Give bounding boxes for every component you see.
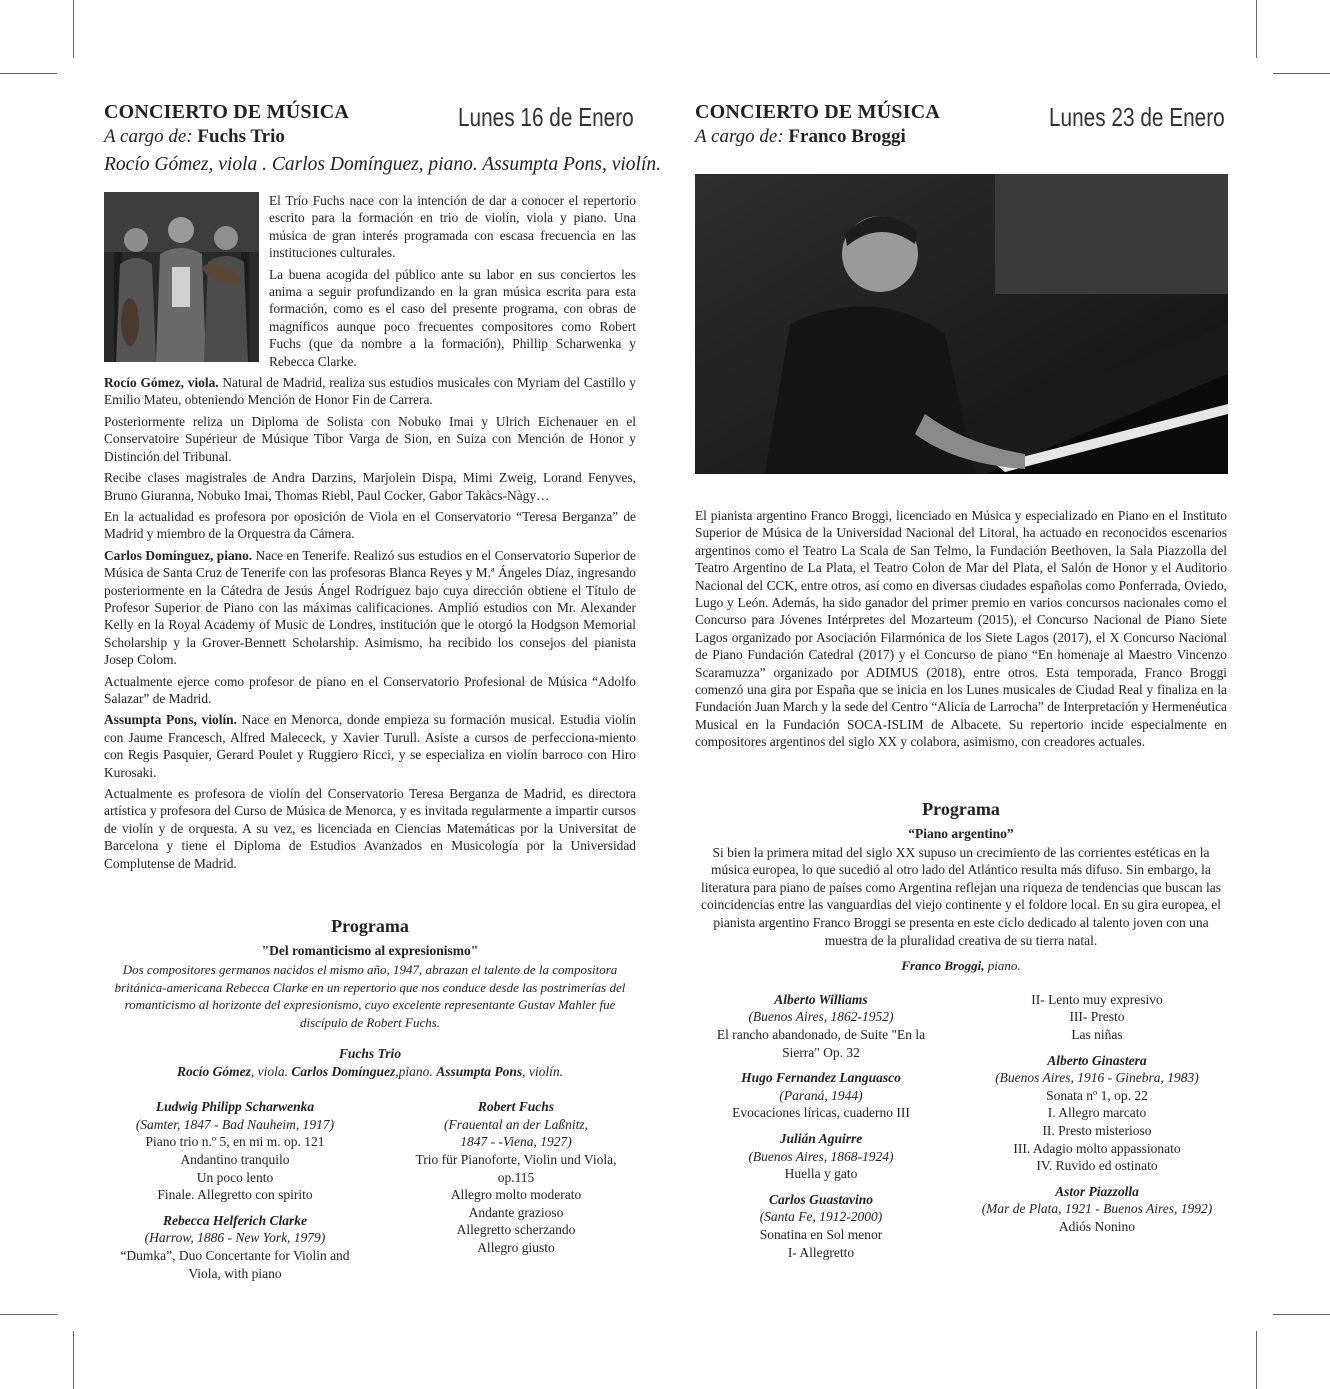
- program-description: Si bien la primera mitad del siglo XX supuso un crecimiento de las corrientes estéticas en la música europea, lo que sucedió al otro lado del Atlántico resulta más difuso. Sin embargo, la literatura para piano de países como Argentina reflejan una riqueza de tendencias que buscan las coincidencias entre las vanguardias del viejo continente y el foldore local. En su gira europea, el pianista argentino Franco Broggi se presenta en este ciclo dedicado al talento joven con una muestra de la pluralidad creativa de su tierra natal.: [700, 844, 1222, 948]
- by-prefix: A cargo de:: [695, 126, 784, 147]
- piece-block: Astor Piazzolla (Mar de Plata, 1921 - Buenos Aires, 1992) Adiós Nonino: [981, 1183, 1213, 1234]
- piece-block: Hugo Fernandez Languasco (Paraná, 1944) Evocaciones líricas, cuaderno III: [732, 1070, 910, 1121]
- intro-paragraph: El Trío Fuchs nace con la intención de dar a conocer el repertorio escrito para la formación en trio de violín, viola y piano. Una música de gran interés programada con escasa frecuencia en las instituciones culturales.: [269, 193, 636, 261]
- performer-credit: Franco Broggi, piano.: [901, 958, 1021, 974]
- bio-name: Rocío Gómez, viola.: [104, 375, 219, 391]
- bio-paragraph: El pianista argentino Franco Broggi, licenciado en Música y especializado en Piano en el Instituto Superior de Música de la Universidad Nacional del Litoral, ha actuado en reconocidos escenarios argentinos como el Teatro La Scala de San Telmo, la Fundación Beethoven, la Sala Piazzolla del Teatro Argentino de La Plata, el Teatro Colon de Mar del Plata, el Salón de Honor y el Auditorio Nacional del CCK, entre otros, así como en diversas ciudades españolas como Ponferrada, Oviedo, Lugo y León. Además, ha sido ganador del primer premio en varios concursos nacionales como el Concurso para Jóvenes Intérpretes del Mozarteum (2015), el Concurso Nacional de Piano Siete Lagos organizado por Asociación Filarmónica de los Siete Lagos (2017), el X Concurso Nacional de Piano Fundación Catedral (2017) y el Concurso de piano “En homenaje al Maestro Vincenzo Scaramuzza” organizado por ADIMUS (2018), entre otros. Esta temporada, Franco Broggi comenzó una gira por España que se inicia en los Lunes musicales de Ciudad Real y finaliza en la Fundación Juan March y la sede del Centro “Alicia de Larrocha” de Interpretación y Hermenéutica Musical en la Fundación SOCA-ISLIM de Albacete. Su repertorio incide especialmente en compositores argentinos del siglo XX y colabora, asimismo, con creadores actuales.: [695, 508, 1227, 750]
- crop-mark: [0, 73, 57, 74]
- bio-name: Carlos Domínguez, piano.: [104, 547, 253, 563]
- ensemble-members: Rocío Gómez, viola. Carlos Domínguez,piano. Assumpta Pons, violín.: [177, 1063, 563, 1079]
- performers-line: Rocío Gómez, viola . Carlos Domínguez, piano. Assumpta Pons, violín.: [104, 154, 661, 175]
- piece-block: Alberto Williams (Buenos Aires, 1862-1952) El rancho abandonado, de Suite "En la Sierra" Op. 32: [716, 991, 926, 1060]
- program-columns: [695, 991, 1227, 1269]
- intro-paragraph: La buena acogida del público ante su labor en sus conciertos les anima a seguir profundizando en la gran música escrita para esta formación, como es el caso del presente programa, con obras de magníficos aunque poco frecuentes compositores como Robert Fuchs (que da nombre a la formación), Phillip Scharwenka y Rebecca Clarke.: [269, 266, 636, 369]
- left-page: [104, 100, 661, 1290]
- program-title: Programa: [331, 916, 409, 937]
- crop-mark: [73, 1331, 74, 1389]
- piece-block: Ludwig Philipp Scharwenka (Samter, 1847 - Bad Nauheim, 1917) Piano trio n.º 5, en mi m. op. 121 Andantino tranquilo Un poco lento Finale. Allegretto con spirito: [135, 1099, 335, 1203]
- ensemble-name: Fuchs Trio: [338, 1046, 402, 1062]
- crop-mark: [1256, 1331, 1257, 1389]
- program-section: [104, 916, 636, 1290]
- program-columns: [104, 1098, 636, 1290]
- program-column: [396, 1098, 636, 1290]
- by-prefix: A cargo de:: [104, 126, 193, 147]
- bio-paragraph: Carlos Domínguez, piano. Nace en Tenerife. Realizó sus estudios en el Conservatorio Superior de Música de Santa Cruz de Tenerife con las profesoras Blanca Reyes y M.ª Ángeles Díaz, ingresando posteriormente en la Cátedra de Jesús Ángel Rodríguez bajo cuya dirección obtiene el Título de Profesor Superior de Piano con las máximas calificaciones. Amplió estudios con Mr. Alexander Kelly en la Royal Academy of Music de Londres, institución que le otorgó la Hodgson Memorial Scholarship y la Grover-Bennett Scholarship. Asimismo, ha recibido los consejos del pianista Josep Colom.: [104, 547, 636, 668]
- crop-mark: [0, 1314, 57, 1315]
- bio-paragraph: Posteriormente reliza un Diploma de Solista con Nobuko Imai y Ulrich Eichenauer en el Conservatoire Supérieur de Músique Tibor Varga de Sion, en Suiza con Mención de Honor y Distinción del Tribunal.: [104, 413, 636, 464]
- bio-paragraph: Actualmente es profesora de violín del Conservatorio Teresa Berganza de Madrid, es directora artística y profesora del Curso de Música de Menorca, y es invitada regularmente a impartir cursos de violín y de orquesta. A su vez, es licenciada en Ciencias Matemáticas por la Universitat de Barcelona y tiene el Diploma de Estudios Avanzados en Musicología por la Universidad Complutense de Madrid.: [104, 786, 636, 871]
- crop-mark: [73, 0, 74, 58]
- program-title: Programa: [922, 798, 1000, 819]
- by-name: Fuchs Trio: [197, 126, 285, 147]
- bio-paragraph: Actualmente ejerce como profesor de piano en el Conservatorio Profesional de Música “Adolfo Salazar” de Madrid.: [104, 673, 636, 706]
- ensemble-block: [104, 1045, 636, 1080]
- right-header: [695, 100, 1227, 152]
- bio-paragraph: Rocío Gómez, viola. Natural de Madrid, realiza sus estudios musicales con Myriam del Castillo y Emilio Mateu, obteniendo Mención de Honor Fin de Carrera.: [104, 375, 636, 408]
- program-section: [695, 799, 1227, 1269]
- crop-mark: [1273, 1314, 1330, 1315]
- program-column: [967, 991, 1227, 1269]
- bio-paragraph: Assumpta Pons, violín. Nace en Menorca, donde empieza su formación musical. Estudia violín con Jaume Francesch, Alfred Malececk, y Xavier Turull. Asiste a cursos de perfecciona-miento con Regis Pasquier, Gerard Poulet y Ruggiero Ricci, y se especializa en violín barroco con Hiro Kurosaki.: [104, 712, 636, 780]
- piece-block: Rebecca Helferich Clarke (Harrow, 1886 - New York, 1979) “Dumka”, Duo Concertante for Violin and Viola, with piano: [120, 1212, 350, 1281]
- bio-name: Assumpta Pons, violín.: [104, 712, 237, 728]
- concert-date: Lunes 16 de Enero: [458, 102, 634, 132]
- concert-date: Lunes 23 de Enero: [1049, 102, 1225, 132]
- pianist-photo: [695, 174, 1228, 474]
- program-column: [695, 991, 947, 1269]
- bio-paragraph: Recibe clases magistrales de Andra Darzins, Marjolein Dispa, Mimi Zweig, Lorand Fenyves, Bruno Giuranna, Nobuko Imai, Thomas Riebl, Paul Cocker, Gabor Takàcs-Nàgy…: [104, 470, 636, 503]
- program-column: [104, 1098, 366, 1290]
- concert-title: CONCIERTO DE MÚSICA: [104, 101, 349, 123]
- piece-block: Alberto Ginastera (Buenos Aires, 1916 - Ginebra, 1983) Sonata nº 1, op. 22 I. Allegro marcato II. Presto misterioso III. Adagio molto appassionato IV. Ruvido ed ostinato: [995, 1052, 1199, 1174]
- concert-title: CONCIERTO DE MÚSICA: [695, 101, 940, 123]
- piece-block: II- Lento muy expresivo III- Presto Las niñas: [1031, 991, 1163, 1043]
- bio-paragraph: En la actualidad es profesora por oposición de Viola en el Conservatorio “Teresa Berganza” de Madrid y miembro de la Orquestra da Cámera.: [104, 508, 636, 542]
- trio-photo: [104, 192, 259, 362]
- left-header: [104, 100, 636, 152]
- program-subtitle: “Piano argentino”: [908, 825, 1014, 841]
- program-description: Dos compositores germanos nacidos el mismo año, 1947, abrazan el talento de la compositora británica-americana Rebecca Clarke en un repertorio que nos conduce desde las postrimerías del romanticismo al horizonte del expresionismo, cuyo excelente representante Gustav Mahler fue discípulo de Robert Fuchs.: [114, 962, 626, 1030]
- program-subtitle: "Del romanticismo al expresionismo": [261, 943, 479, 959]
- piece-block: Julián Aguirre (Buenos Aires, 1868-1924) Huella y gato: [748, 1131, 894, 1182]
- by-name: Franco Broggi: [788, 126, 906, 147]
- right-page: [695, 100, 1227, 1269]
- crop-mark: [1256, 0, 1257, 58]
- crop-mark: [1273, 73, 1330, 74]
- piece-block: Robert Fuchs (Frauental an der Laßnitz, 1847 - -Viena, 1927) Trio für Pianoforte, Violin und Viola, op.115 Allegro molto moderato Andante grazioso Allegretto scherzando Allegro giusto: [415, 1099, 617, 1255]
- piece-block: Carlos Guastavino (Santa Fe, 1912-2000) Sonatina en Sol menor I- Allegretto: [759, 1191, 883, 1260]
- intro-block: [104, 192, 636, 374]
